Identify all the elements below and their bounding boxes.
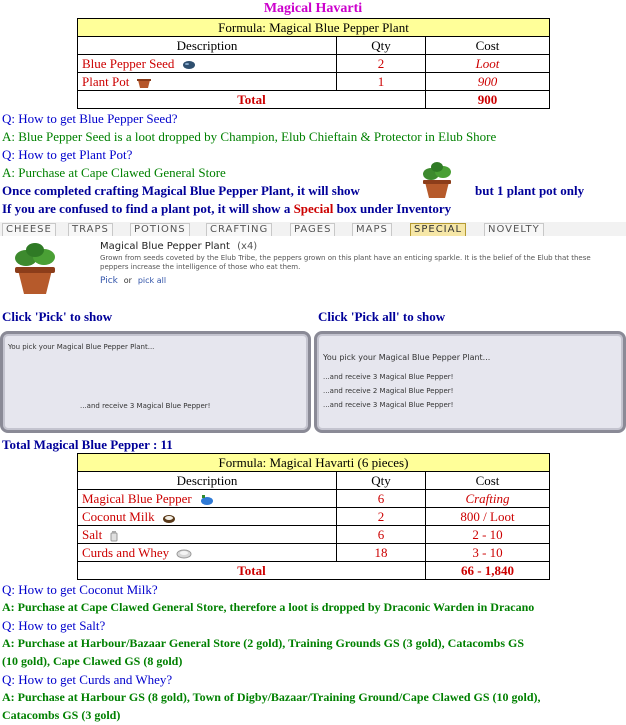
item-name: Magical Blue Pepper — [82, 491, 192, 506]
special-word: Special — [293, 201, 334, 216]
item-cost: Crafting — [426, 490, 550, 508]
total-value: 66 - 1,840 — [426, 562, 550, 580]
click-pick-all-label: Click 'Pick all' to show — [318, 309, 446, 324]
table-row — [78, 73, 550, 91]
tab-traps[interactable]: TRAPS — [68, 223, 113, 236]
item-name: Magical Blue Pepper Plant — [100, 241, 230, 252]
pick-all-result-box — [314, 331, 626, 433]
item-qty: 18 — [337, 544, 426, 562]
question-pot: Q: How to get Plant Pot? — [2, 147, 133, 162]
special-note — [2, 201, 451, 217]
inventory-tabs — [0, 222, 626, 237]
or-text: or — [123, 276, 132, 285]
answer-curds-2: Catacombs GS (3 gold) — [2, 708, 121, 722]
crafting-note-text: Once completed crafting Magical Blue Pepper Plant, it will show — [2, 183, 360, 198]
item-name: Salt — [82, 527, 103, 542]
item-cost-text: 800 / Loot — [460, 509, 515, 524]
item-count: (x4) — [237, 241, 258, 252]
item-cost: 900 — [426, 73, 550, 91]
blue-pepper-icon — [199, 494, 215, 506]
salt-icon — [109, 530, 119, 542]
plant-pot-icon — [137, 78, 151, 89]
total-value: 900 — [426, 91, 550, 109]
col-qty: Qty — [337, 472, 426, 490]
pick-result-line: ...and receive 3 Magical Blue Pepper! — [80, 402, 211, 410]
total-label: Total — [78, 562, 426, 580]
pick-all-result-line: ...and receive 3 Magical Blue Pepper! — [323, 373, 454, 381]
special-note-text: If you are confused to find a plant pot, it will show a — [2, 201, 291, 216]
pick-all-result-line: You pick your Magical Blue Pepper Plant... — [323, 353, 491, 362]
item-qty: 2 — [337, 55, 426, 73]
tab-potions[interactable]: POTIONS — [130, 223, 190, 236]
col-description: Description — [78, 37, 337, 55]
answer-curds: A: Purchase at Harbour GS (8 gold), Town of Digby/Bazaar/Training Ground/Cape Clawed GS (10 gold), — [2, 690, 541, 704]
question-seed: Q: How to get Blue Pepper Seed? — [2, 111, 178, 126]
answer-salt-2: (10 gold), Cape Clawed GS (8 gold) — [2, 654, 183, 668]
plant-icon — [417, 160, 457, 200]
tab-special[interactable]: SPECIAL — [410, 223, 466, 236]
question-coconut: Q: How to get Coconut Milk? — [2, 582, 158, 597]
click-pick-label: Click 'Pick' to show — [2, 309, 113, 324]
item-actions — [100, 276, 166, 286]
item-name: Coconut Milk — [82, 509, 155, 524]
crafting-note — [2, 183, 360, 199]
formula-table-havarti — [77, 453, 550, 580]
col-cost: Cost — [426, 472, 550, 490]
item-title — [100, 241, 257, 252]
formula-table-plant — [77, 18, 550, 109]
page-title: Magical Havarti — [263, 1, 363, 16]
special-note-text-2: box under Inventory — [336, 201, 452, 216]
item-name: Blue Pepper Seed — [82, 56, 175, 71]
tab-cheese[interactable]: CHEESE — [2, 223, 56, 236]
col-qty: Qty — [337, 37, 426, 55]
answer-salt: A: Purchase at Harbour/Bazaar General Store (2 gold), Training Grounds GS (3 gold), Catacombs GS — [2, 636, 525, 650]
table-row — [78, 526, 550, 544]
item-cost — [426, 508, 550, 526]
item-qty: 6 — [337, 526, 426, 544]
pick-result-line: You pick your Magical Blue Pepper Plant... — [8, 343, 155, 351]
curds-icon — [176, 549, 192, 559]
table-row — [78, 490, 550, 508]
answer-coconut: A: Purchase at Cape Clawed General Store, therefore a loot is dropped by Draconic Warden in Dracano — [2, 600, 535, 614]
tab-crafting[interactable]: CRAFTING — [206, 223, 272, 236]
answer-seed: A: Blue Pepper Seed is a loot dropped by Champion, Elub Chieftain & Protector in Elub Shore — [2, 129, 497, 144]
pick-all-result-line: ...and receive 3 Magical Blue Pepper! — [323, 401, 454, 409]
question-salt: Q: How to get Salt? — [2, 618, 106, 633]
formula-heading: Formula: Magical Blue Pepper Plant — [78, 19, 550, 37]
answer-pot: A: Purchase at Cape Clawed General Store — [2, 165, 226, 180]
item-name: Curds and Whey — [82, 545, 170, 560]
item-cost: 2 - 10 — [426, 526, 550, 544]
table-row — [78, 508, 550, 526]
item-description: Grown from seeds coveted by the Elub Tribe, the peppers grown on this plant have an enticing sparkle. It is the belief of the Elub that these peppers increase the intelligence of those who eat them. — [100, 254, 591, 271]
total-pepper: Total Magical Blue Pepper : 11 — [2, 437, 173, 452]
pick-all-result-line: ...and receive 2 Magical Blue Pepper! — [323, 387, 454, 395]
col-cost: Cost — [426, 37, 550, 55]
plant-item-icon — [10, 242, 60, 297]
seed-icon — [182, 60, 196, 70]
item-cost: Loot — [426, 55, 550, 73]
item-name: Plant Pot — [82, 74, 130, 89]
crafting-note-2: but 1 plant pot only — [475, 183, 585, 198]
tab-maps[interactable]: MAPS — [352, 223, 392, 236]
pick-all-link[interactable]: pick all — [137, 276, 167, 285]
item-qty: 1 — [337, 73, 426, 91]
formula-heading: Formula: Magical Havarti (6 pieces) — [78, 454, 550, 472]
item-qty: 2 — [337, 508, 426, 526]
item-cost: 3 - 10 — [426, 544, 550, 562]
tab-pages[interactable]: PAGES — [290, 223, 335, 236]
coconut-icon — [162, 513, 176, 524]
table-row — [78, 544, 550, 562]
item-qty: 6 — [337, 490, 426, 508]
table-row — [78, 55, 550, 73]
pick-link[interactable]: Pick — [100, 276, 118, 286]
total-label: Total — [78, 91, 426, 109]
question-curds: Q: How to get Curds and Whey? — [2, 672, 173, 687]
tab-novelty[interactable]: NOVELTY — [484, 223, 544, 236]
col-description: Description — [78, 472, 337, 490]
